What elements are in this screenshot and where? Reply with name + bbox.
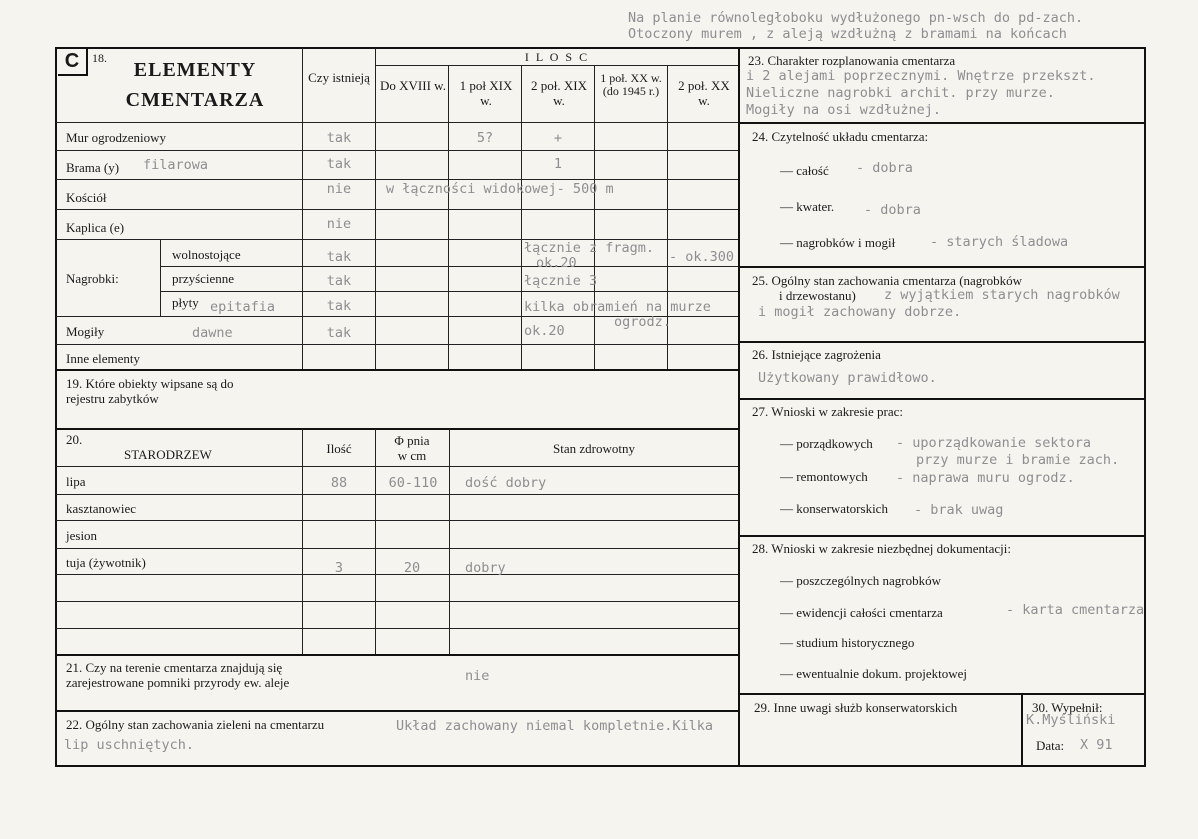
- row-line: [56, 369, 738, 371]
- center-divider: [738, 47, 740, 767]
- row-line: [56, 601, 738, 602]
- row-label: Inne elementy: [66, 351, 140, 366]
- tree-name: lipa: [66, 474, 86, 489]
- exists-value: tak: [326, 298, 352, 314]
- s28-item-label: — ewentualnie dokum. projektowej: [780, 666, 968, 681]
- s20-number: 20.: [66, 432, 83, 447]
- period-1-xx: 1 poł. XX w. (do 1945 r.): [600, 71, 662, 98]
- s24-item-label: — nagrobków i mogił: [780, 235, 896, 250]
- s27-label: 27. Wnioski w zakresie prac:: [752, 404, 904, 419]
- s28-label: 28. Wnioski w zakresie niezbędnej dokumentacji:: [752, 541, 1011, 556]
- count-value: łącznie 3: [524, 273, 598, 289]
- s27-item-value: - naprawa muru ogrodz.: [896, 470, 1075, 486]
- s30-name: K.Myśliński: [1026, 712, 1116, 728]
- tree-name: tuja (żywotnik): [66, 555, 146, 570]
- outer-frame: [55, 47, 1146, 767]
- church-note: w łączności widokowej- 500 m: [386, 181, 614, 197]
- s21-line1: 21. Czy na terenie cmentarza znajdują się: [66, 660, 283, 675]
- tree-health: dość dobry: [465, 475, 547, 491]
- s26-label: 26. Istniejące zagrożenia: [752, 347, 881, 362]
- col-line: [449, 429, 450, 654]
- row-note: filarowa: [143, 157, 209, 173]
- s26-answer: Użytkowany prawidłowo.: [758, 370, 937, 386]
- s27-item-value2: przy murze i bramie zach.: [916, 452, 1120, 468]
- s23-line1: i 2 alejami poprzecznymi. Wnętrze przekszt.: [746, 68, 1096, 84]
- row-label: Kaplica (e): [66, 220, 125, 235]
- s21-line2: zarejestrowane pomniki przyrody ew. aleje: [66, 675, 290, 690]
- s20-diam-header2: w cm: [397, 448, 427, 463]
- top-note-line2: Otoczony murem , z aleją wzdłużną z bramami na końcach: [628, 26, 1067, 42]
- tree-qty: 3: [334, 560, 344, 576]
- row-line: [56, 466, 738, 467]
- row-label: płyty: [172, 295, 199, 310]
- row-line: [739, 341, 1146, 343]
- s25-line1: 25. Ogólny stan zachowania cmentarza (nagrobków: [752, 273, 1023, 288]
- count-value: ok.20: [524, 323, 565, 339]
- count-value: łącznie z fragm.: [524, 240, 655, 256]
- col-line: [1021, 694, 1023, 766]
- count-value: 1: [553, 156, 563, 172]
- row-line: [56, 548, 738, 549]
- period-2-xix: 2 poł. XIX w.: [531, 78, 587, 108]
- s20-diam-header1: Φ pnia: [394, 433, 430, 448]
- row-line: [56, 628, 738, 629]
- s25-line2: i drzewostanu): [779, 288, 856, 303]
- period-1-xix: 1 poł XIX w.: [459, 78, 513, 108]
- row-line: [160, 266, 738, 267]
- col-line: [302, 429, 303, 654]
- tree-name: kasztanowiec: [66, 501, 137, 516]
- row-line: [739, 535, 1146, 537]
- row-label: Kościół: [66, 190, 107, 205]
- row-line: [56, 344, 738, 345]
- top-note-line1: Na planie równoległoboku wydłużonego pn-wsch do pd-zach.: [628, 10, 1084, 26]
- exists-value: tak: [326, 156, 352, 172]
- row-line: [739, 693, 1146, 695]
- col-line: [448, 66, 449, 370]
- row-line: [56, 209, 738, 210]
- s30-date-label: Data:: [1036, 738, 1065, 753]
- s22-answer1: Układ zachowany niemal kompletnie.Kilka: [396, 718, 713, 734]
- s27-item-value: - uporządkowanie sektora: [896, 435, 1092, 451]
- exists-value: tak: [326, 325, 352, 341]
- s24-item-value: - dobra: [856, 160, 913, 176]
- s19-line1: 19. Które obiekty wipsane są do: [66, 376, 234, 391]
- count-value: ogrodz.: [614, 314, 671, 330]
- row-line: [56, 520, 738, 521]
- s25-answer2: i mogił zachowany dobrze.: [758, 304, 962, 320]
- tree-health: dobry: [465, 560, 506, 576]
- nagrobki-group-label: Nagrobki:: [66, 271, 119, 286]
- row-line: [56, 654, 738, 656]
- row-line: [56, 150, 738, 151]
- period-2-xx: 2 poł. XX w.: [678, 78, 730, 108]
- s27-item-label: — konserwatorskich: [780, 501, 888, 516]
- tree-name: jesion: [66, 528, 98, 543]
- exists-value: tak: [326, 273, 352, 289]
- row-line: [739, 266, 1146, 268]
- s21-answer: nie: [465, 668, 490, 684]
- row-line: [376, 65, 738, 66]
- tree-diam: 60-110: [388, 475, 438, 491]
- s28-item-label: — ewidencji całości cmentarza: [780, 605, 943, 620]
- count-value: - ok.300: [669, 249, 735, 265]
- s30-date: X 91: [1080, 737, 1113, 753]
- s23-line2: Nieliczne nagrobki archit. przy murze.: [746, 85, 1055, 101]
- exists-value: nie: [326, 216, 352, 232]
- row-line: [56, 122, 738, 123]
- s24-label: 24. Czytelność układu cmentarza:: [752, 129, 929, 144]
- title-elementy: ELEMENTY: [133, 59, 257, 81]
- col-line: [160, 239, 161, 316]
- s24-item-value: - starych śladowa: [930, 234, 1069, 250]
- count-value: 5?: [476, 130, 494, 146]
- col-line: [375, 429, 376, 654]
- count-value: ok.20: [536, 255, 577, 271]
- row-line: [56, 494, 738, 495]
- title-cmentarza: CMENTARZA: [125, 89, 265, 111]
- s22-answer2: lip uschniętych.: [64, 737, 195, 753]
- section-18-number: 18.: [92, 51, 107, 65]
- s28-item-label: — studium historycznego: [780, 635, 915, 650]
- exists-header: Czy istnieją: [308, 70, 370, 85]
- count-value: +: [553, 130, 563, 146]
- col-line: [521, 66, 522, 370]
- row-line: [56, 428, 738, 430]
- row-line: [56, 710, 738, 712]
- s23-label: 23. Charakter rozplanowania cmentarza: [748, 53, 956, 68]
- row-note: dawne: [192, 325, 233, 341]
- s27-item-value: - brak uwag: [914, 502, 1004, 518]
- s29-label: 29. Inne uwagi służb konserwatorskich: [754, 700, 958, 715]
- s27-item-label: — remontowych: [780, 469, 868, 484]
- exists-value: tak: [326, 249, 352, 265]
- exists-value: nie: [326, 181, 352, 197]
- tree-diam: 20: [403, 560, 421, 576]
- card-code-box: C: [58, 48, 88, 76]
- row-line: [160, 291, 738, 292]
- row-label: Mogiły: [66, 324, 105, 339]
- s22-label: 22. Ogólny stan zachowania zieleni na cmentarzu: [66, 717, 325, 732]
- row-label: wolnostojące: [172, 247, 241, 262]
- exists-value: tak: [326, 130, 352, 146]
- row-label: Brama (y): [66, 160, 120, 175]
- tree-qty: 88: [330, 475, 348, 491]
- row-label: Mur ogrodzeniowy: [66, 130, 167, 145]
- count-value: kilka obramień na murze: [524, 299, 711, 315]
- row-label: przyścienne: [172, 271, 235, 286]
- ilosc-header: I L O S C: [524, 50, 590, 64]
- s20-qty-header: Ilość: [326, 441, 352, 456]
- row-line: [739, 122, 1146, 124]
- row-line: [739, 398, 1146, 400]
- row-line: [56, 179, 738, 180]
- s27-item-label: — porządkowych: [780, 436, 873, 451]
- s24-item-label: — całość: [780, 163, 829, 178]
- s30-label: 30. Wypełnił:: [1032, 700, 1103, 715]
- s20-title: STARODRZEW: [124, 447, 212, 462]
- s23-line3: Mogiły na osi wzdłużnej.: [746, 102, 942, 118]
- col-line: [594, 66, 595, 370]
- s20-health-header: Stan zdrowotny: [553, 441, 635, 456]
- s25-answer1: z wyjątkiem starych nagrobków: [884, 287, 1120, 303]
- s28-item-label: — poszczególnych nagrobków: [780, 573, 942, 588]
- s24-item-label: — kwater.: [780, 199, 835, 214]
- s19-line2: rejestru zabytków: [66, 391, 159, 406]
- s28-item-value: - karta cmentarza: [1006, 602, 1145, 618]
- s24-item-value: - dobra: [864, 202, 921, 218]
- row-note: epitafia: [210, 299, 276, 315]
- period-xviii: Do XVIII w.: [380, 78, 446, 93]
